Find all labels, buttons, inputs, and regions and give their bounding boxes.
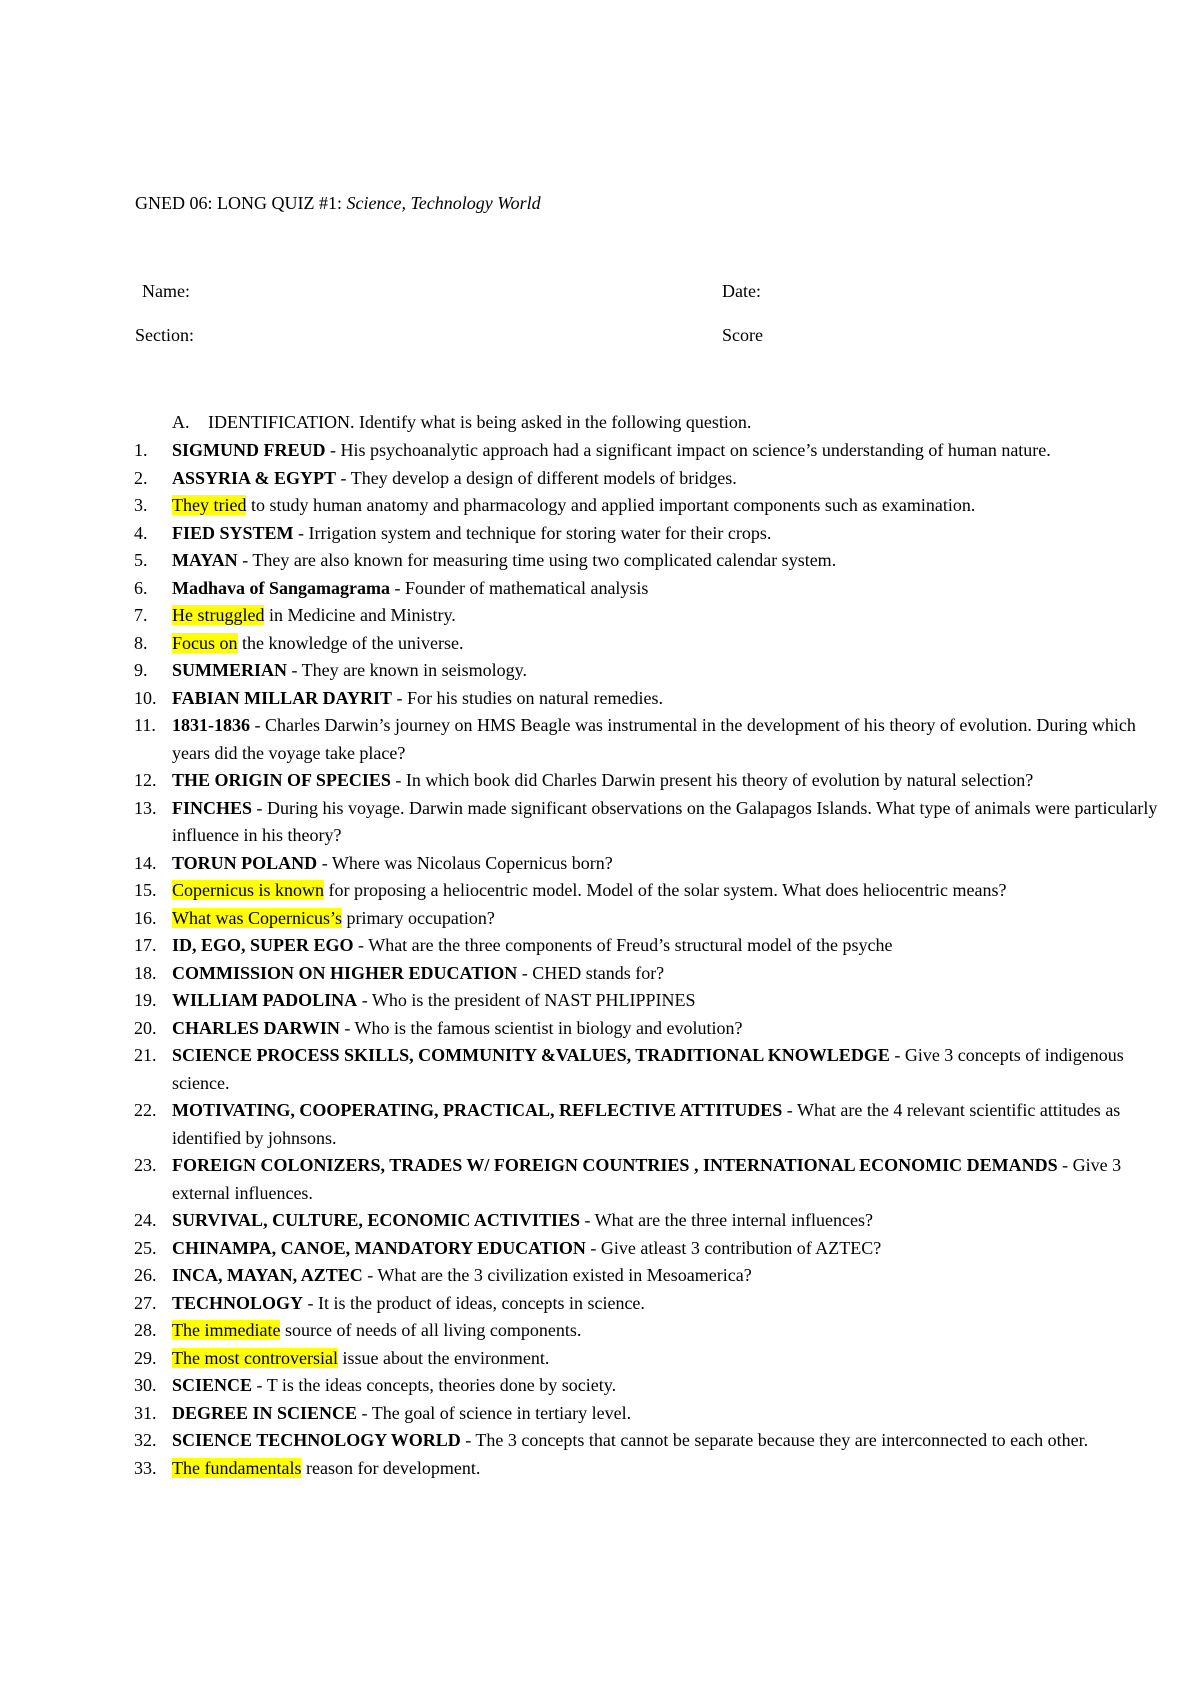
question-item (134, 1262, 1174, 1290)
question-item (134, 602, 1174, 630)
answer-text: SCIENCE PROCESS SKILLS, COMMUNITY &VALUES, TRADITIONAL KNOWLEDGE (172, 1045, 890, 1065)
question-body (172, 630, 1174, 658)
question-number: 29. (134, 1347, 157, 1368)
question-body (172, 1372, 1174, 1400)
question-number: 4. (134, 522, 148, 543)
question-number: 22. (134, 1100, 157, 1120)
question-body (172, 712, 1174, 767)
question-item (134, 465, 1174, 493)
question-number: 3. (134, 495, 148, 515)
question-text: - Who is the famous scientist in biology and evolution? (339, 1017, 743, 1038)
question-text: - What are the three components of Freud’s structural model of the psyche (353, 935, 893, 955)
question-item (134, 547, 1174, 575)
answer-text: CHARLES DARWIN (172, 1017, 340, 1038)
answer-text: TORUN POLAND (172, 852, 318, 873)
question-number: 24. (134, 1210, 157, 1230)
question-text: - Who is the president of NAST PHLIPPINES (357, 990, 696, 1010)
question-item (134, 932, 1174, 960)
section-a-heading (172, 412, 751, 433)
question-number: 31. (134, 1402, 157, 1423)
answer-text: SCIENCE TECHNOLOGY WORLD (172, 1430, 461, 1450)
answer-text: TECHNOLOGY (172, 1292, 304, 1313)
question-number: 7. (134, 605, 148, 625)
question-text: - In which book did Charles Darwin present his theory of evolution by natural selection? (390, 770, 1034, 790)
question-item (134, 877, 1174, 905)
question-text: - CHED stands for? (517, 962, 665, 983)
question-body (172, 602, 1174, 630)
question-body (172, 1097, 1174, 1152)
question-body (172, 575, 1174, 603)
question-text: - What are the 4 relevant scientific attitudes as identified by johnsons. (172, 1100, 1121, 1148)
answer-text: FOREIGN COLONIZERS, TRADES W/ FOREIGN COUNTRIES , INTERNATIONAL ECONOMIC DEMANDS (172, 1155, 1058, 1175)
question-text: source of needs of all living components. (280, 1320, 582, 1340)
question-text: - Give 3 external influences. (172, 1155, 1122, 1203)
question-number: 8. (134, 632, 148, 653)
question-item (134, 1290, 1174, 1318)
question-item (134, 437, 1174, 465)
question-body (172, 685, 1174, 713)
question-body (172, 795, 1174, 850)
question-text: - The 3 concepts that cannot be separate because they are interconnected to each other. (460, 1430, 1089, 1450)
question-body (172, 437, 1174, 465)
section-letter: A. (172, 412, 190, 432)
highlighted-text: Focus on (172, 632, 238, 653)
question-text: - What are the 3 civilization existed in Mesoamerica? (362, 1265, 752, 1285)
question-body (172, 547, 1174, 575)
question-item (134, 795, 1174, 850)
question-number: 13. (134, 797, 157, 818)
answer-text: FABIAN MILLAR DAYRIT (172, 687, 393, 708)
question-number: 10. (134, 687, 157, 708)
answer-text: CHINAMPA, CANOE, MANDATORY EDUCATION (172, 1237, 586, 1258)
answer-text: DEGREE IN SCIENCE (172, 1402, 358, 1423)
question-text: - His psychoanalytic approach had a significant impact on science’s understanding of human nature. (325, 440, 1051, 460)
question-text: - It is the product of ideas, concepts in science. (303, 1292, 645, 1313)
question-number: 21. (134, 1045, 157, 1065)
answer-text: COMMISSION ON HIGHER EDUCATION (172, 962, 518, 983)
question-body (172, 960, 1174, 988)
question-item (134, 712, 1174, 767)
question-item (134, 960, 1174, 988)
question-text: - Where was Nicolaus Copernicus born? (317, 852, 613, 873)
question-number: 6. (134, 577, 148, 598)
section-instructions: IDENTIFICATION. Identify what is being asked in the following question. (208, 412, 752, 432)
question-number: 30. (134, 1375, 157, 1395)
question-body (172, 1427, 1174, 1455)
answer-text: 1831-1836 (172, 715, 250, 735)
question-body (172, 1015, 1174, 1043)
answer-text: FINCHES (172, 797, 253, 818)
answer-text: SURVIVAL, CULTURE, ECONOMIC ACTIVITIES (172, 1210, 580, 1230)
question-body (172, 1262, 1174, 1290)
question-body (172, 1235, 1174, 1263)
question-item (134, 1455, 1174, 1483)
question-number: 25. (134, 1237, 157, 1258)
question-text: the knowledge of the universe. (237, 632, 464, 653)
question-body (172, 1290, 1174, 1318)
question-item (134, 1345, 1174, 1373)
question-item (134, 1097, 1174, 1152)
title-subject: Science, Technology World (346, 193, 541, 213)
question-number: 23. (134, 1155, 157, 1175)
name-field-label: Name: (142, 281, 190, 301)
question-text: in Medicine and Ministry. (264, 605, 456, 625)
answer-text: FIED SYSTEM (172, 522, 294, 543)
question-number: 18. (134, 962, 157, 983)
answer-text: SIGMUND FREUD (172, 440, 326, 460)
question-item (134, 905, 1174, 933)
question-item (134, 657, 1174, 685)
question-body (172, 1455, 1174, 1483)
question-number: 19. (134, 990, 157, 1010)
question-number: 9. (134, 660, 148, 680)
question-text: for proposing a heliocentric model. Model of the solar system. What does heliocentric means? (324, 880, 1007, 900)
question-text: - Charles Darwin’s journey on HMS Beagle was instrumental in the development of his theory of evolution. During which years did the voyage take place? (172, 715, 1136, 763)
question-body (172, 987, 1174, 1015)
question-number: 20. (134, 1017, 157, 1038)
question-body (172, 465, 1174, 493)
question-item (134, 1015, 1174, 1043)
score-field-label: Score (722, 325, 763, 345)
question-number: 5. (134, 550, 148, 570)
quiz-title (135, 193, 541, 214)
question-item (134, 1235, 1174, 1263)
question-text: - T is the ideas concepts, theories done by society. (252, 1375, 617, 1395)
question-number: 15. (134, 880, 157, 900)
question-number: 26. (134, 1265, 157, 1285)
question-number: 2. (134, 467, 148, 488)
question-text: - During his voyage. Darwin made significant observations on the Galapagos Islands. What type of animals were particularly influence in his theory? (172, 797, 1158, 845)
question-item (134, 630, 1174, 658)
question-item (134, 1042, 1174, 1097)
highlighted-text: The most controversial (172, 1347, 338, 1368)
question-list (134, 437, 1174, 1482)
question-item (134, 1152, 1174, 1207)
question-item (134, 492, 1174, 520)
question-body (172, 1317, 1174, 1345)
question-item (134, 850, 1174, 878)
question-number: 1. (134, 440, 148, 460)
question-text: to study human anatomy and pharmacology and applied important components such as examination. (246, 495, 976, 515)
answer-text: SUMMERIAN (172, 660, 287, 680)
date-field-label: Date: (722, 281, 761, 301)
question-body (172, 1345, 1174, 1373)
question-number: 17. (134, 935, 157, 955)
question-body (172, 767, 1174, 795)
question-text: - They develop a design of different models of bridges. (336, 467, 737, 488)
question-item (134, 767, 1174, 795)
answer-text: ASSYRIA & EGYPT (172, 467, 337, 488)
question-body (172, 905, 1174, 933)
question-text: primary occupation? (341, 907, 495, 928)
question-text: - The goal of science in tertiary level. (357, 1402, 632, 1423)
question-number: 33. (134, 1457, 157, 1478)
question-text: - Founder of mathematical analysis (390, 577, 649, 598)
answer-text: MOTIVATING, COOPERATING, PRACTICAL, REFLECTIVE ATTITUDES (172, 1100, 783, 1120)
question-body (172, 1207, 1174, 1235)
question-text: - They are known in seismology. (287, 660, 527, 680)
question-text: reason for development. (301, 1457, 481, 1478)
question-number: 27. (134, 1292, 157, 1313)
answer-text: MAYAN (172, 550, 238, 570)
question-item (134, 575, 1174, 603)
question-body (172, 657, 1174, 685)
question-number: 28. (134, 1320, 157, 1340)
question-item (134, 520, 1174, 548)
highlighted-text: He struggled (172, 605, 265, 625)
question-number: 14. (134, 852, 157, 873)
question-body (172, 1152, 1174, 1207)
question-text: - For his studies on natural remedies. (392, 687, 663, 708)
question-item (134, 1372, 1174, 1400)
question-number: 16. (134, 907, 157, 928)
question-body (172, 520, 1174, 548)
answer-text: ID, EGO, SUPER EGO (172, 935, 354, 955)
question-body (172, 850, 1174, 878)
question-text: - Give atleast 3 contribution of AZTEC? (585, 1237, 882, 1258)
question-body (172, 492, 1174, 520)
question-number: 11. (134, 715, 156, 735)
answer-text: SCIENCE (172, 1375, 253, 1395)
question-item (134, 1400, 1174, 1428)
highlighted-text: They tried (172, 495, 247, 515)
question-body (172, 1400, 1174, 1428)
title-prefix: GNED 06: LONG QUIZ #1: (135, 193, 347, 213)
question-body (172, 877, 1174, 905)
answer-text: Madhava of Sangamagrama (172, 577, 391, 598)
question-text: - Give 3 concepts of indigenous science. (172, 1045, 1124, 1093)
question-text: issue about the environment. (337, 1347, 550, 1368)
answer-text: THE ORIGIN OF SPECIES (172, 770, 391, 790)
question-item (134, 1207, 1174, 1235)
highlighted-text: The immediate (172, 1320, 281, 1340)
question-item (134, 685, 1174, 713)
question-body (172, 932, 1174, 960)
question-number: 12. (134, 770, 157, 790)
question-item (134, 987, 1174, 1015)
question-item (134, 1427, 1174, 1455)
question-text: - They are also known for measuring time using two complicated calendar system. (237, 550, 837, 570)
question-body (172, 1042, 1174, 1097)
question-item (134, 1317, 1174, 1345)
highlighted-text: Copernicus is known (172, 880, 324, 900)
highlighted-text: The fundamentals (172, 1457, 302, 1478)
answer-text: WILLIAM PADOLINA (172, 990, 358, 1010)
answer-text: INCA, MAYAN, AZTEC (172, 1265, 363, 1285)
section-field-label: Section: (135, 325, 194, 345)
question-text: - Irrigation system and technique for storing water for their crops. (293, 522, 772, 543)
highlighted-text: What was Copernicus’s (172, 907, 342, 928)
question-number: 32. (134, 1430, 157, 1450)
question-text: - What are the three internal influences? (579, 1210, 874, 1230)
